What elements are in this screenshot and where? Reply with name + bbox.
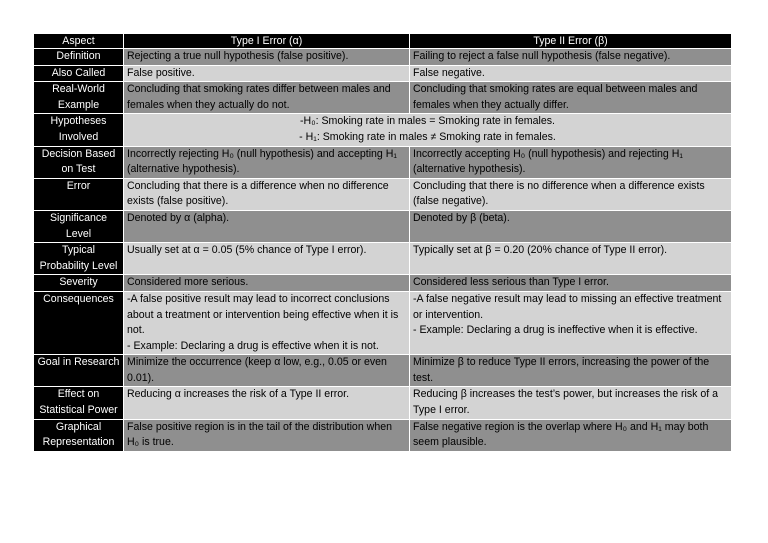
table-row [34,291,732,354]
row-type2: Concluding that smoking rates are equal between males and females when they actually differ. [410,82,732,114]
row-aspect: Typical Probability Level [34,243,124,275]
table-row [34,49,732,66]
table-row [34,65,732,82]
header-type2: Type II Error (β) [410,34,732,49]
table-row [34,275,732,292]
row-merged-hypotheses [124,114,732,146]
row-aspect: Goal in Research [34,355,124,387]
row-aspect: Consequences [34,291,124,354]
row-aspect: Error [34,178,124,210]
table-row [34,419,732,451]
row-aspect: Also Called [34,65,124,82]
row-aspect: Definition [34,49,124,66]
table-row [34,82,732,114]
hypothesis-null: -H₀: Smoking rate in males = Smoking rate in females. [300,115,555,128]
header-type1: Type I Error (α) [124,34,410,49]
row-type1: False positive region is in the tail of the distribution when H₀ is true. [124,419,410,451]
consequence-example: - Example: Declaring a drug is ineffective when it is effective. [413,324,698,337]
table-row [34,114,732,146]
row-aspect: Decision Based on Test [34,146,124,178]
table-row [34,243,732,275]
header-aspect: Aspect [34,34,124,49]
consequence-text: -A false negative result may lead to missing an effective treatment or intervention. [413,292,722,321]
row-type1: Denoted by α (alpha). [124,210,410,242]
row-type2: False negative region is the overlap where H₀ and H₁ may both seem plausible. [410,419,732,451]
header-row [34,34,732,49]
row-aspect: Hypotheses Involved [34,114,124,146]
row-type2: Incorrectly accepting H₀ (null hypothesis) and rejecting H₁ (alternative hypothesis). [410,146,732,178]
row-type1: Concluding that smoking rates differ between males and females when they actually do not. [124,82,410,114]
row-type2: Failing to reject a false null hypothesis (false negative). [410,49,732,66]
row-type2: Concluding that there is no difference when a difference exists (false negative). [410,178,732,210]
row-aspect: Effect on Statistical Power [34,387,124,419]
table-row [34,210,732,242]
hypothesis-alternative: - H₁: Smoking rate in males ≠ Smoking rate in females. [299,130,556,143]
row-aspect: Graphical Representation [34,419,124,451]
table-row [34,178,732,210]
row-type1: Usually set at α = 0.05 (5% chance of Type I error). [124,243,410,275]
row-type1: Concluding that there is a difference when no difference exists (false positive). [124,178,410,210]
row-type2: Typically set at β = 0.20 (20% chance of Type II error). [410,243,732,275]
row-type1: False positive. [124,65,410,82]
table-row [34,387,732,419]
row-type1 [124,291,410,354]
consequence-text: -A false positive result may lead to incorrect conclusions about a treatment or intervention being effective when it is not. [127,292,399,337]
row-type2 [410,291,732,354]
error-comparison-table [33,33,732,452]
table-row [34,355,732,387]
row-type1: Rejecting a true null hypothesis (false positive). [124,49,410,66]
consequence-example: - Example: Declaring a drug is effective when it is not. [127,339,379,352]
row-type2: Minimize β to reduce Type II errors, increasing the power of the test. [410,355,732,387]
row-type1: Reducing α increases the risk of a Type II error. [124,387,410,419]
row-type2: Denoted by β (beta). [410,210,732,242]
row-type1: Considered more serious. [124,275,410,292]
row-aspect: Significance Level [34,210,124,242]
row-aspect: Severity [34,275,124,292]
row-type1: Incorrectly rejecting H₀ (null hypothesis) and accepting H₁ (alternative hypothesis). [124,146,410,178]
row-type1: Minimize the occurrence (keep α low, e.g., 0.05 or even 0.01). [124,355,410,387]
row-type2: Considered less serious than Type I error. [410,275,732,292]
row-type2: Reducing β increases the test’s power, but increases the risk of a Type I error. [410,387,732,419]
table-row [34,146,732,178]
row-type2: False negative. [410,65,732,82]
row-aspect: Real-World Example [34,82,124,114]
